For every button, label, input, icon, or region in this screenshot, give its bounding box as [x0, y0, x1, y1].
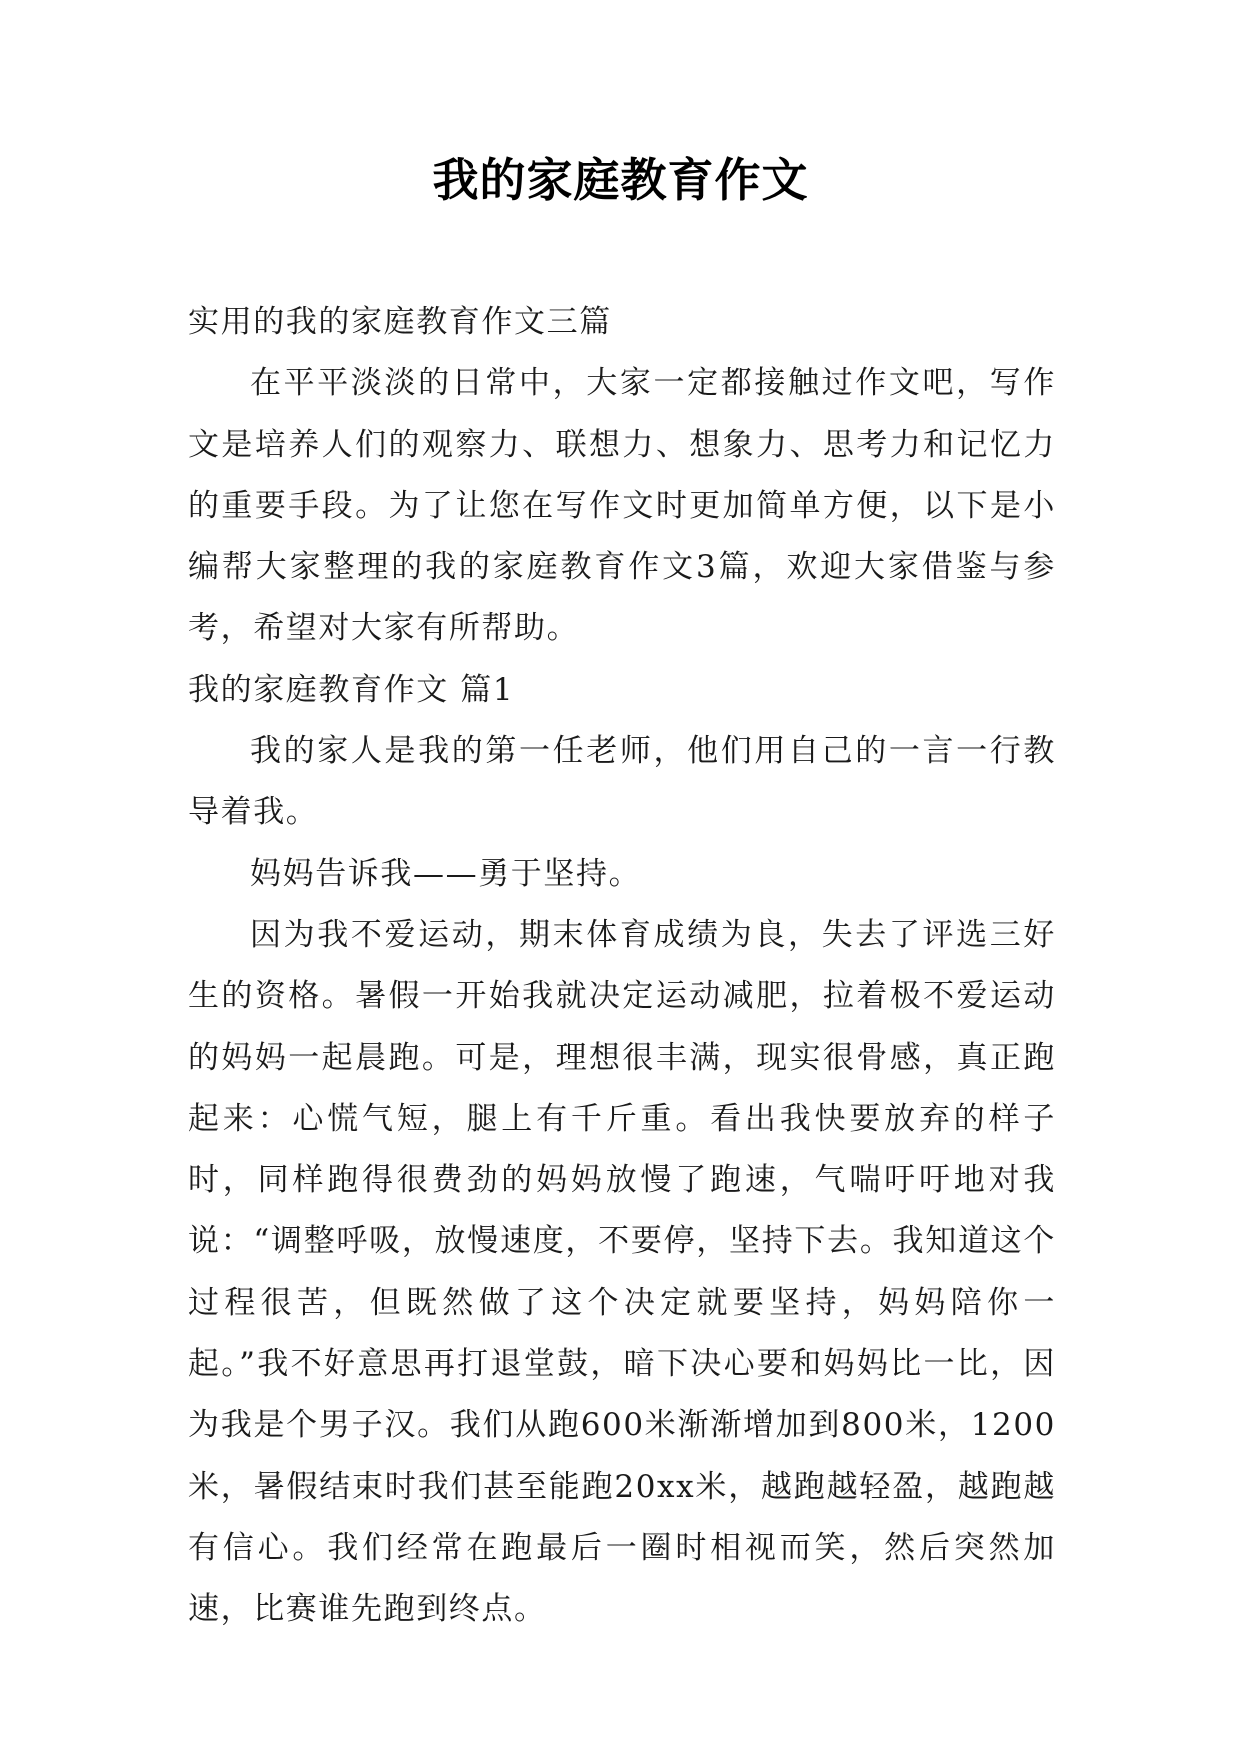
body-paragraph: 妈妈告诉我——勇于坚持。 [250, 855, 642, 892]
intro-paragraph: 在平平淡淡的日常中，大家一定都接触过作文吧，写作文是培养人们的观察力、联想力、想象力、思考力和记忆力的重要手段。为了让您在写作文时更加简单方便，以下是小编帮大家整理的我的家庭教育作文3篇，欢迎大家借鉴与参考，希望对大家有所帮助。 [188, 365, 1056, 647]
document-body [188, 292, 1056, 1641]
section-heading: 我的家庭教育作文 篇1 [188, 671, 515, 708]
body-paragraph: 因为我不爱运动，期末体育成绩为良，失去了评选三好生的资格。暑假一开始我就决定运动减肥，拉着极不爱运动的妈妈一起晨跑。可是，理想很丰满，现实很骨感，真正跑起来：心慌气短，腿上有千斤重。看出我快要放弃的样子时，同样跑得很费劲的妈妈放慢了跑速，气喘吁吁地对我说：“调整呼吸，放慢速度，不要停，坚持下去。我知道这个过程很苦，但既然做了这个决定就要坚持，妈妈陪你一起。”我不好意思再打退堂鼓，暗下决心要和妈妈比一比，因为我是个男子汉。我们从跑600米渐渐增加到800米，1200米，暑假结束时我们甚至能跑20xx米，越跑越轻盈，越跑越有信心。我们经常在跑最后一圈时相视而笑，然后突然加速，比赛谁先跑到终点。 [188, 916, 1056, 1628]
document-subtitle: 实用的我的家庭教育作文三篇 [188, 304, 612, 340]
body-paragraph: 我的家人是我的第一任老师，他们用自己的一言一行教导着我。 [188, 733, 1056, 831]
document-title: 我的家庭教育作文 [432, 153, 809, 207]
